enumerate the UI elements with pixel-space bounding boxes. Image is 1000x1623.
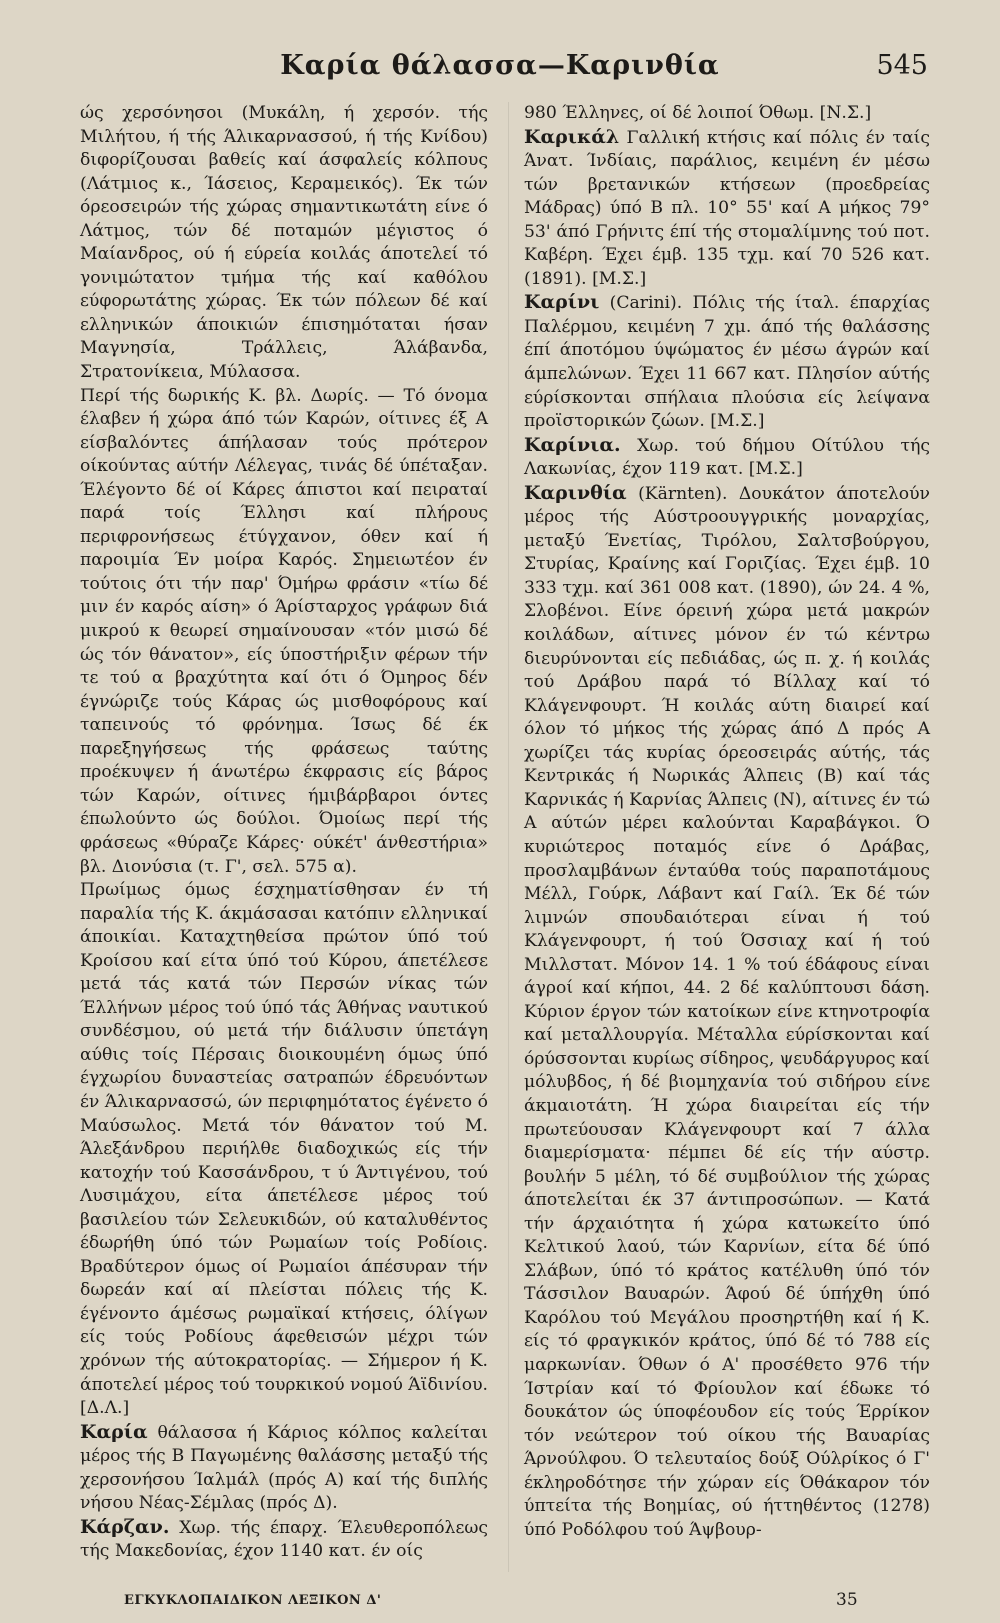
entry-headword: Κάρζαν. (80, 1515, 170, 1538)
paragraph (524, 102, 930, 126)
entry (524, 126, 930, 292)
entry-headword: Καρινθία (524, 481, 627, 504)
column-divider (508, 102, 509, 1572)
entry-headword: Καρία (80, 1420, 148, 1443)
paragraph-text: Περί τής δωρικής Κ. βλ. Δωρίς. — Τό όνομα έλαβεν ή χώρα άπό τών Καρών, οίτινες έξ Α είσβαλόντες άπήλασαν τούς πρότερον οίκούντας αύτήν Λέλεγας, τινάς δέ ύπέταξαν. Έλέγοντο δέ οί Κάρες άπιστοι καί πειραταί παρά τοίς Έλλησι καί πλήρους περιφρονήσεως έτύγχανον, όθεν καί ή παροιμία Έν μοίρα Καρός. Σημειωτέον έν τούτοις ότι τήν παρ' Όμήρω φράσιν «τίω δέ μιν έν καρός αίση» ό Άρίσταρχος γράφων διά μικρού κ θεωρεί σημαίνουσαν «τόν μισώ δέ ώς τόν θάνατον», είς ύποστήριξιν φέρων τήν τε τού α βραχύτητα καί ότι ό Όμηρος δέν έγνώριζε τούς Κάρας ώς μισθοφόρους καί ταπεινούς τό φρόνημα. Ίσως δέ έκ παρεξηγήσεως τής φράσεως ταύτης προέκυψεν ή άνωτέρω έκφρασις είς βάρος τών Καρών, οίτινες ήμιβάρβαροι όντες έπωλούντο ώς δούλοι. Όμοίως περί τής φράσεως «θύραζε Κάρες· ούκέτ' άνθεστήρια» βλ. Διονύσια (τ. Γ', σελ. 575 α). (80, 385, 488, 877)
entry-headword: Καρίνι (524, 291, 600, 314)
right-column (524, 102, 930, 1542)
entry-headword: Καρικάλ (524, 125, 620, 148)
paragraph-text: Πρωίμως όμως έσχηματίσθησαν έν τή παραλία τής Κ. άκμάσασαι κατόπιν ελληνικαί άποικίαι. Καταχτηθείσα πρώτον ύπό τού Κροίσου καί είτα ύπό τού Κύρου, άπετέλεσε μετά τάς κατά τών Περσών νίκας τών Έλλήνων μέρος τού ύπό τάς Άθήνας ναυτικού συνδέσμου, ού μετά τήν διάλυσιν ύπετάγη αύθις τοίς Πέρσαις διοικουμένη όμως ύπό έγχωρίου δυναστείας σατραπών έδρευόντων έν Άλικαρνασσώ, ών περιφημότατος έγένετο ό Μαύσωλος. Μετά τόν θάνατον τού Μ. Άλεξάνδρου περιήλθε διαδοχικώς είς τήν κατοχήν τού Κασσάνδρου, τ ύ Άντιγένου, τού Λυσιμάχου, είτα άπετέλεσε μέρος τού βασιλείου τών Σελευκιδών, ού καταλυθέντος έδωρήθη ύπό τών Ρωμαίων τοίς Ροδίοις. Βραδύτερον όμως οί Ρωμαίοι άπέσυραν τήν δωρεάν καί αί πλείσται πόλεις τής Κ. έγένοντο άμέσως ρωμαϊκαί κτήσεις, όλίγων είς τούς Ροδίους άφεθεισών μέχρι τών χρόνων τής αύτοκρατορίας. — Σήμερον ή Κ. άποτελεί μέρος τού τουρκικού νομού Άϊδινίου. [Δ.Λ.] (80, 880, 488, 1419)
entry (80, 1516, 488, 1564)
entry (524, 482, 930, 1543)
entry (524, 434, 930, 482)
entry-text: Χωρ. τής έπαρχ. Έλευθεροπόλεως τής Μακεδονίας, έχον 1140 κατ. έν οίς (80, 1517, 488, 1562)
entry-text: (Carini). Πόλις τής ίταλ. έπαρχίας Παλέρμου, κειμένη 7 χμ. άπό τής θαλάσσης έπί άποτόμου ύψώματος έν μέσω άγρών καί άμπελώνων. Έχει 11 667 κατ. Πλησίον αύτής εύρίσκονται σπήλαια πλούσια είς λείψανα προϊστορικών ζώων. [Μ.Σ.] (524, 293, 930, 432)
entry-text: Χωρ. τού δήμου Οίτύλου τής Λακωνίας, έχον 119 κατ. [Μ.Σ.] (524, 435, 930, 480)
paragraph (80, 385, 488, 879)
page-title: Καρία θάλασσα—Καρινθία (280, 50, 720, 81)
entry-headword: Καρίνια. (524, 433, 621, 456)
paragraph-text: ώς χερσόνησοι (Μυκάλη, ή χερσόν. τής Μιλήτου, ή τής Άλικαρνασσού, ή τής Κνίδου) διφορίζουσαι βαθείς καί άσφαλείς κόλπους (Λάτμιος κ., Ίάσειος, Κεραμεικός). Έκ τών όρεοσειρών τής χώρας σημαντικωτάτη είνε ό Λάτμος, τών δέ ποταμών μέγιστος ό Μαίανδρος, ού ή εύρεία κοιλάς άποτελεί τό γονιμώτατον τμήμα τής καί καθόλου εύφορωτάτης χώρας. Έκ τών πόλεων δέ καί ελληνικών άποικιών έπισημόταται ήσαν Μαγνησία, Τράλλεις, Άλάβανδα, Στρατονίκεια, Μύλασσα. (80, 103, 488, 383)
paragraph (80, 102, 488, 385)
signature-mark: 35 (836, 1590, 858, 1610)
paragraph-text: 980 Έλληνες, οί δέ λοιποί Όθωμ. [Ν.Σ.] (524, 103, 872, 123)
left-column (80, 102, 488, 1564)
entry-text: (Kärnten). Δουκάτον άποτελούν μέρος τής Αύστροουγγρικής μοναρχίας, μεταξύ Ένετίας, Τιρόλου, Σαλτσβούργου, Στυρίας, Κραίνης καί Γοριζίας. Έχει έμβ. 10 333 τχμ. καί 361 008 κατ. (1890), ών 24. 4 %, Σλοβένοι. Είνε όρεινή χώρα μετά μακρών κοιλάδων, αίτινες μόνον έν τώ κέντρω διευρύνονται είς πεδιάδας, ώς π. χ. ή κοιλάς τού Δράβου παρά τό Βίλλαχ καί τό Κλάγενφουρτ. Ή κοιλάς αύτη διαιρεί καί όλον τό μήκος τής χώρας άπό Δ πρός Α χωρίζει τάς κυρίας όρεοσειράς αύτής, τάς Κεντρικάς ή Νωρικάς Άλπεις (Β) καί τάς Καρνικάς ή Καρνίας Άλπεις (Ν), αίτινες έν τώ Α αύτών μέρει καλούνται Καραβάγκοι. Ό κυριώτερος ποταμός είνε ό Δράβας, προσλαμβάνων ένταύθα τούς παραποτάμους Μέλλ, Γούρκ, Λάβαντ καί Γαίλ. Έκ δέ τών λιμνών σπουδαιότεραι είναι ή τού Κλάγενφουρτ, ή τού Όσσιαχ καί ή τού Μιλλστατ. Μόνον 14. 1 % τού έδάφους είναι άγροί καί κήποι, 44. 2 δέ καλύπτουσι δάση. Κύριον έργον τών κατοίκων είνε κτηνοτροφία καί μεταλλουργία. Μέταλλα εύρίσκονται καί όρύσσονται κυρίως σίδηρος, ψευδάργυρος καί μόλυβδος, ή δέ βιομηχανία τού σιδήρου είνε άκμαιοτάτη. Ή χώρα διαιρείται είς τήν πρωτεύουσαν Κλάγενφουρτ καί 7 άλλα διαμερίσματα· πέμπει δέ είς τήν αύστρ. βουλήν 5 μέλη, τό δέ συμβούλιον τής χώρας άποτελείται έκ 37 άντιπροσώπων. — Κατά τήν άρχαιότητα ή χώρα κατωκείτο ύπό Κελτικού λαού, τών Καρνίων, είτα δέ ύπό Σλάβων, ύπό τό κράτος κατέλυθη ύπό τόν Τάσσιλον Βαυαρών. Άφού δέ ύπήχθη ύπό Καρόλου τού Μεγάλου προσηρτήθη καί ή Κ. είς τό φραγκικόν κράτος, ύπό δέ τό 788 είς μαρκωνίαν. Όθων ό Α' προσέθετο 976 τήν Ίστρίαν καί τό Φρίουλον καί έδωκε τό δουκάτον ώς ύποφέουδον είς τούς Έρρίκον τόν νεώτερον τού οίκου τής Βαυαρίας Άρνούλφου. Ό τελευταίος δούξ Ούλρίκος ό Γ' έκληροδότησε τήν χώραν είς Όθάκαρον τόν ύπτείτα τής Βοημίας, ού ήττηθέντος (1278) ύπό Ροδόλφου τού Άψβουρ- (524, 483, 930, 1540)
entry-text: Γαλλική κτήσις καί πόλις έν ταίς Άνατ. Ίνδίαις, παράλιος, κειμένη έν μέσω τών βρετανικών κτήσεων (προεδρείας Μάδρας) ύπό Β πλ. 10° 55' καί Α μήκος 79° 53' άπό Γρήνιτς έπί τής στομαλίμνης τού ποτ. Καβέρη. Έχει έμβ. 135 τχμ. καί 70 526 κατ. (1891). [Μ.Σ.] (524, 127, 930, 289)
entry-text: θάλασσα ή Κάριος κόλπος καλείται μέρος τής Β Παγωμένης θαλάσσης μεταξύ τής χερσονήσου Ίαλμάλ (πρός Α) καί τής διπλής νήσου Νέας-Σέμλας (πρός Δ). (80, 1422, 488, 1514)
entry (80, 1421, 488, 1516)
page-number: 545 (876, 50, 928, 81)
paragraph (80, 879, 488, 1421)
footer-label: ΕΓΚΥΚΛΟΠΑΙΔΙΚΟΝ ΛΕΞΙΚΟΝ Δ' (124, 1593, 382, 1608)
entry (524, 291, 930, 433)
